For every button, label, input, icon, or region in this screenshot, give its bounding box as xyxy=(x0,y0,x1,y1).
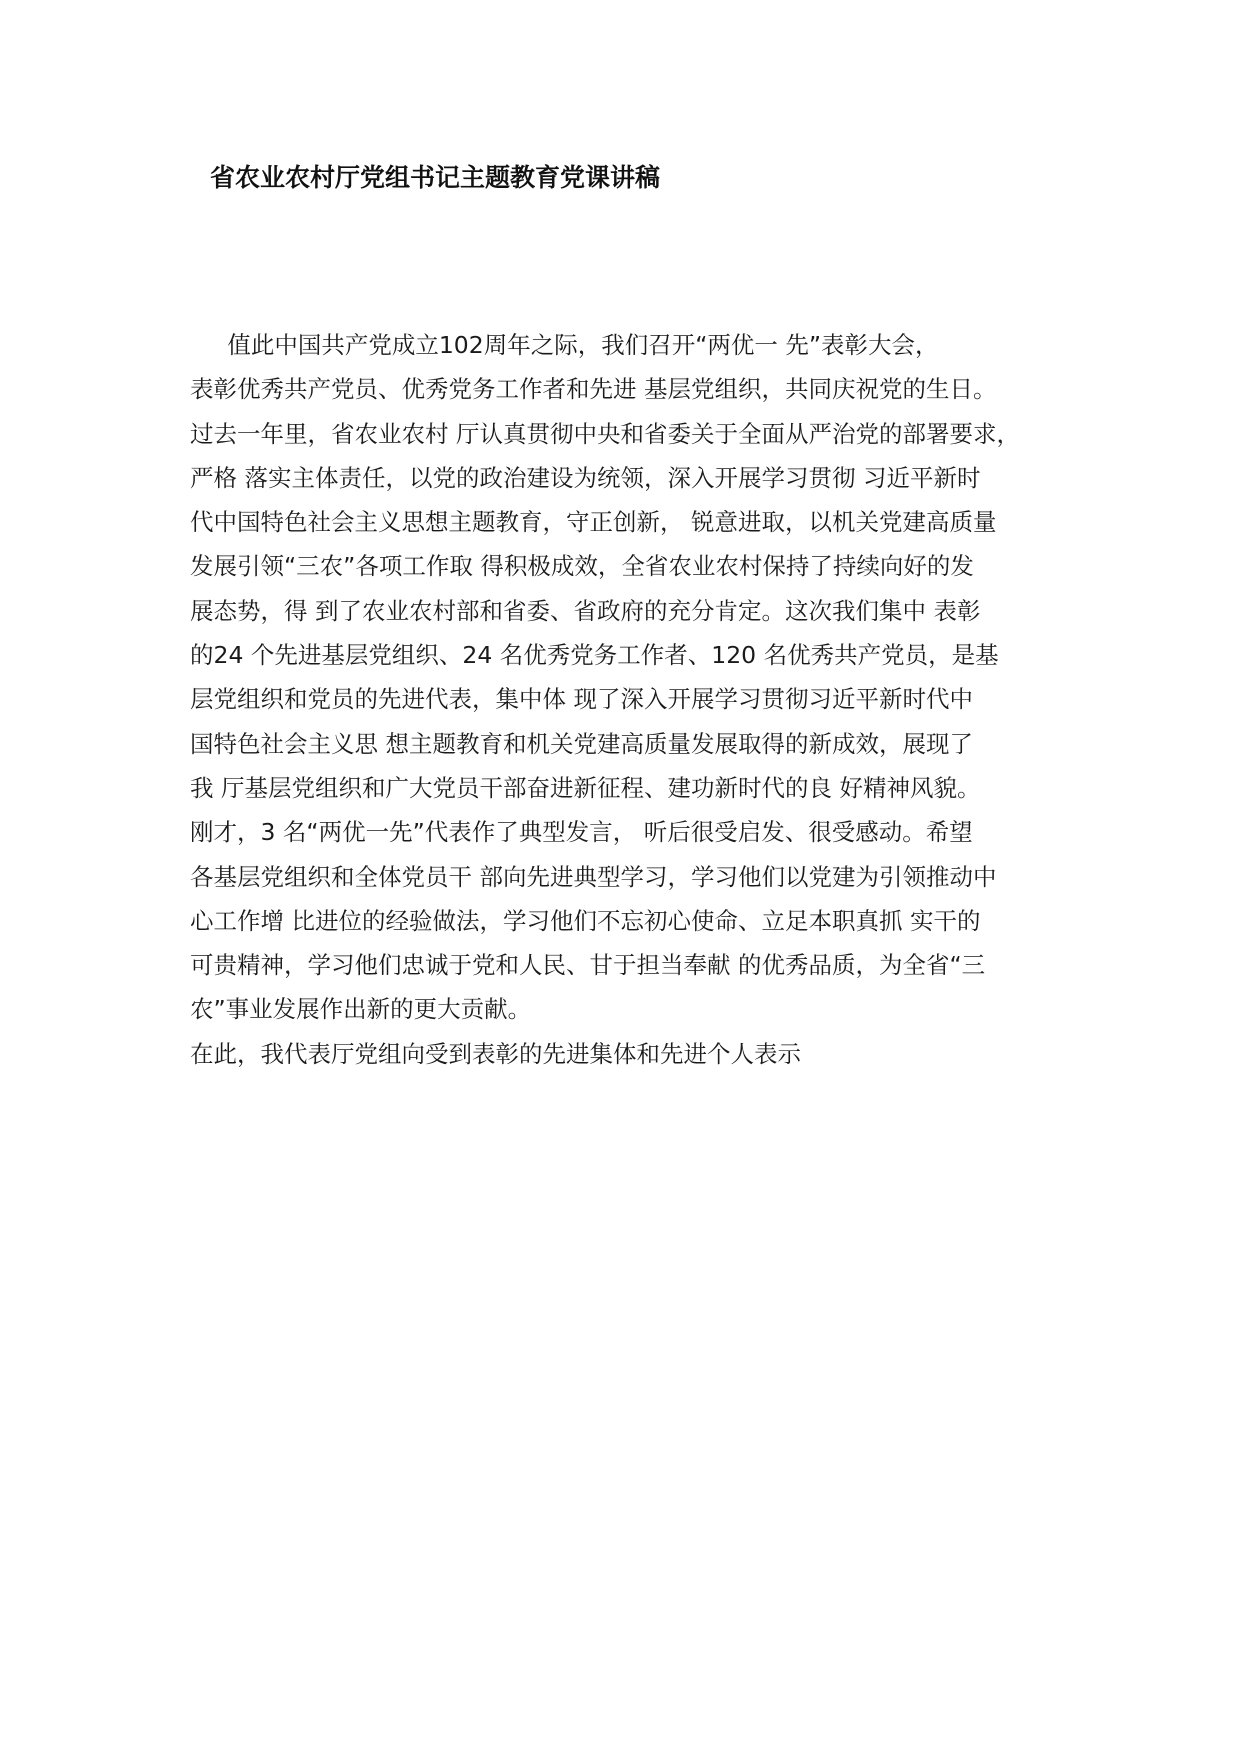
body-line: 的24 个先进基层党组织、24 名优秀党务工作者、120 名优秀共产党员，是基 xyxy=(190,641,999,670)
body-line: 国特色社会主义思 想主题教育和机关党建高质量发展取得的新成效，展现了 xyxy=(190,729,973,758)
body-line: 农”事业发展作出新的更大贡献。 xyxy=(190,995,532,1024)
body-line: 在此，我代表厅党组向受到表彰的先进集体和先进个人表示 xyxy=(190,1039,801,1068)
document-title: 省农业农村厅党组书记主题教育党课讲稿 xyxy=(210,163,661,192)
body-line: 层党组织和党员的先进代表，集中体 现了深入开展学习贯彻习近平新时代中 xyxy=(190,685,973,714)
body-line: 过去一年里，省农业农村 厅认真贯彻中央和省委关于全面从严治党的部署要求， xyxy=(190,419,1020,448)
body-line: 表彰优秀共产党员、优秀党务工作者和先进 基层党组织，共同庆祝党的生日。 xyxy=(190,375,997,404)
body-line: 心工作增 比进位的经验做法，学习他们不忘初心使命、立足本职真抓 实干的 xyxy=(190,906,981,935)
body-line: 发展引领“三农”各项工作取 得积极成效，全省农业农村保持了持续向好的发 xyxy=(190,552,974,581)
body-line: 各基层党组织和全体党员干 部向先进典型学习，学习他们以党建为引领推动中 xyxy=(190,862,997,891)
body-line: 可贵精神，学习他们忠诚于党和人民、甘于担当奉献 的优秀品质，为全省“三 xyxy=(190,951,986,980)
body-line: 刚才，3 名“两优一先”代表作了典型发言， 听后很受启发、很受感动。希望 xyxy=(190,818,973,847)
body-line: 值此中国共产党成立102周年之际，我们召开“两优一 先”表彰大会， xyxy=(190,331,939,359)
body-line: 展态势，得 到了农业农村部和省委、省政府的充分肯定。这次我们集中 表彰 xyxy=(190,596,981,625)
body-line: 我 厅基层党组织和广大党员干部奋进新征程、建功新时代的良 好精神风貌。 xyxy=(190,773,981,802)
body-line: 代中国特色社会主义思想主题教育，守正创新， 锐意进取，以机关党建高质量 xyxy=(190,508,997,537)
body-line: 严格 落实主体责任，以党的政治建设为统领，深入开展学习贯彻 习近平新时 xyxy=(190,463,981,492)
document-body xyxy=(190,323,1070,1076)
